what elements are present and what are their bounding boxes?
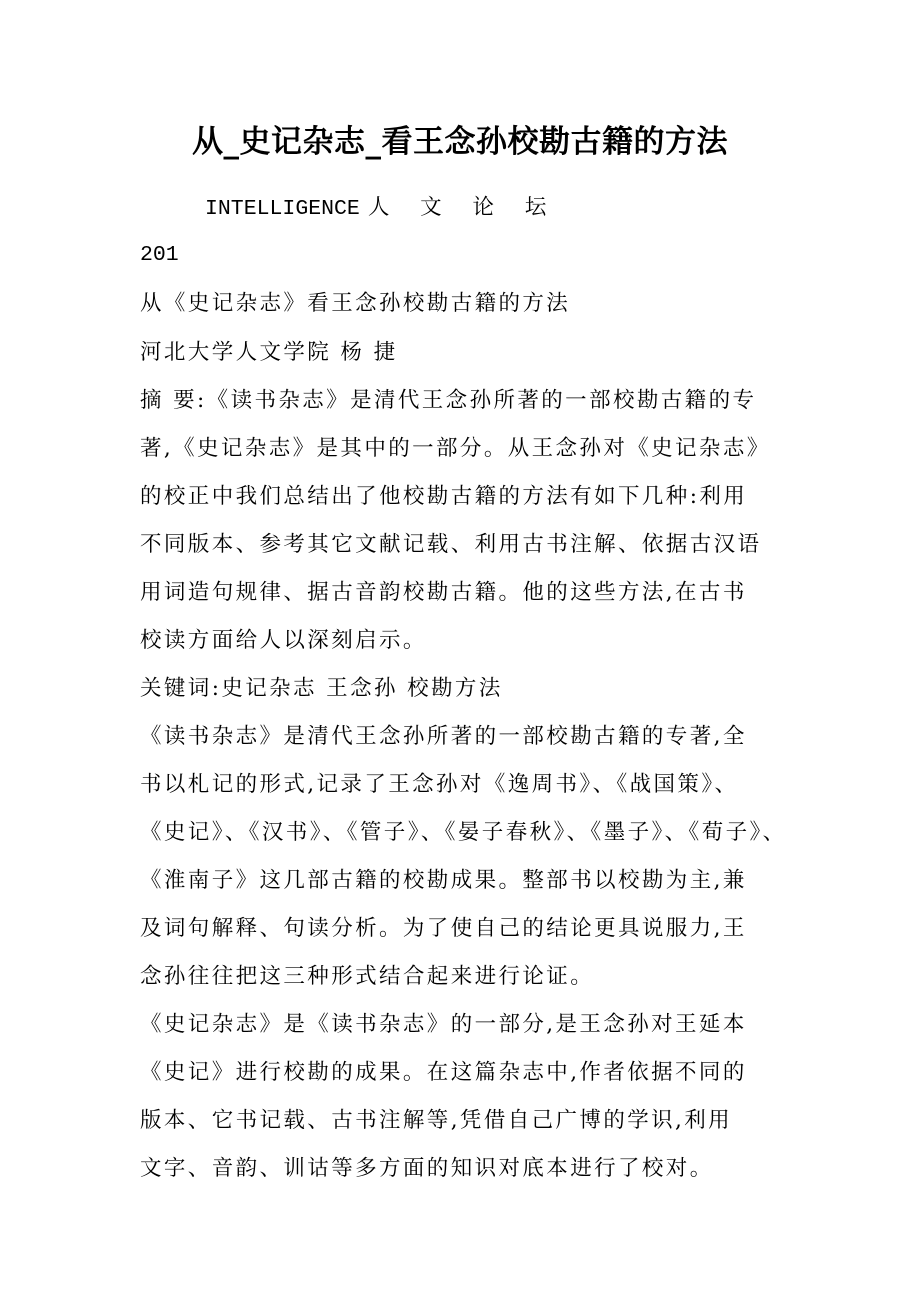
paragraph-line: 《读书杂志》是清代王念孙所著的一部校勘古籍的专著,全 (140, 724, 747, 749)
paragraph-line: 《史记》进行校勘的成果。在这篇杂志中,作者依据不同的 (140, 1060, 747, 1085)
author-line: 河北大学人文学院 杨 捷 (140, 340, 398, 365)
paragraph-line: 及词句解释、句读分析。为了使自己的结论更具说服力,王 (140, 916, 747, 941)
abstract-line: 摘 要:《读书杂志》是清代王念孙所著的一部校勘古籍的专 (140, 388, 757, 413)
paragraph-line: 《史记杂志》是《读书杂志》的一部分,是王念孙对王延本 (140, 1012, 747, 1037)
page-number: 201 (140, 243, 179, 267)
paragraph-line: 书以札记的形式,记录了王念孙对《逸周书》、《战国策》、 (140, 772, 739, 797)
abstract-line: 用词造句规律、据古音韵校勘古籍。他的这些方法,在古书 (140, 580, 747, 605)
paragraph-line: 《史记》、《汉书》、《管子》、《晏子春秋》、《墨子》、《荀子》、 (140, 820, 787, 845)
paragraph-line: 版本、它书记载、古书注解等,凭借自己广博的学识,利用 (140, 1108, 733, 1133)
journal-brand: INTELLIGENCE (205, 197, 360, 221)
journal-header (205, 193, 558, 224)
abstract-line: 的校正中我们总结出了他校勘古籍的方法有如下几种:利用 (140, 484, 748, 509)
article-title: 从《史记杂志》看王念孙校勘古籍的方法 (140, 291, 571, 316)
paragraph-line: 《淮南子》这几部古籍的校勘成果。整部书以校勘为主,兼 (140, 868, 747, 893)
keywords-line: 关键词:史记杂志 王念孙 校勘方法 (140, 676, 503, 701)
journal-section: 人 文 论 坛 (367, 195, 559, 220)
paragraph-line: 念孙往往把这三种形式结合起来进行论证。 (140, 964, 595, 989)
document-title: 从_史记杂志_看王念孙校勘古籍的方法 (192, 124, 728, 160)
abstract-line: 校读方面给人以深刻启示。 (140, 628, 427, 653)
abstract-line: 著,《史记杂志》是其中的一部分。从王念孙对《史记杂志》 (140, 436, 771, 461)
abstract-line: 不同版本、参考其它文献记载、利用古书注解、依据古汉语 (140, 532, 762, 557)
paragraph-line: 文字、音韵、训诂等多方面的知识对底本进行了校对。 (140, 1156, 714, 1181)
